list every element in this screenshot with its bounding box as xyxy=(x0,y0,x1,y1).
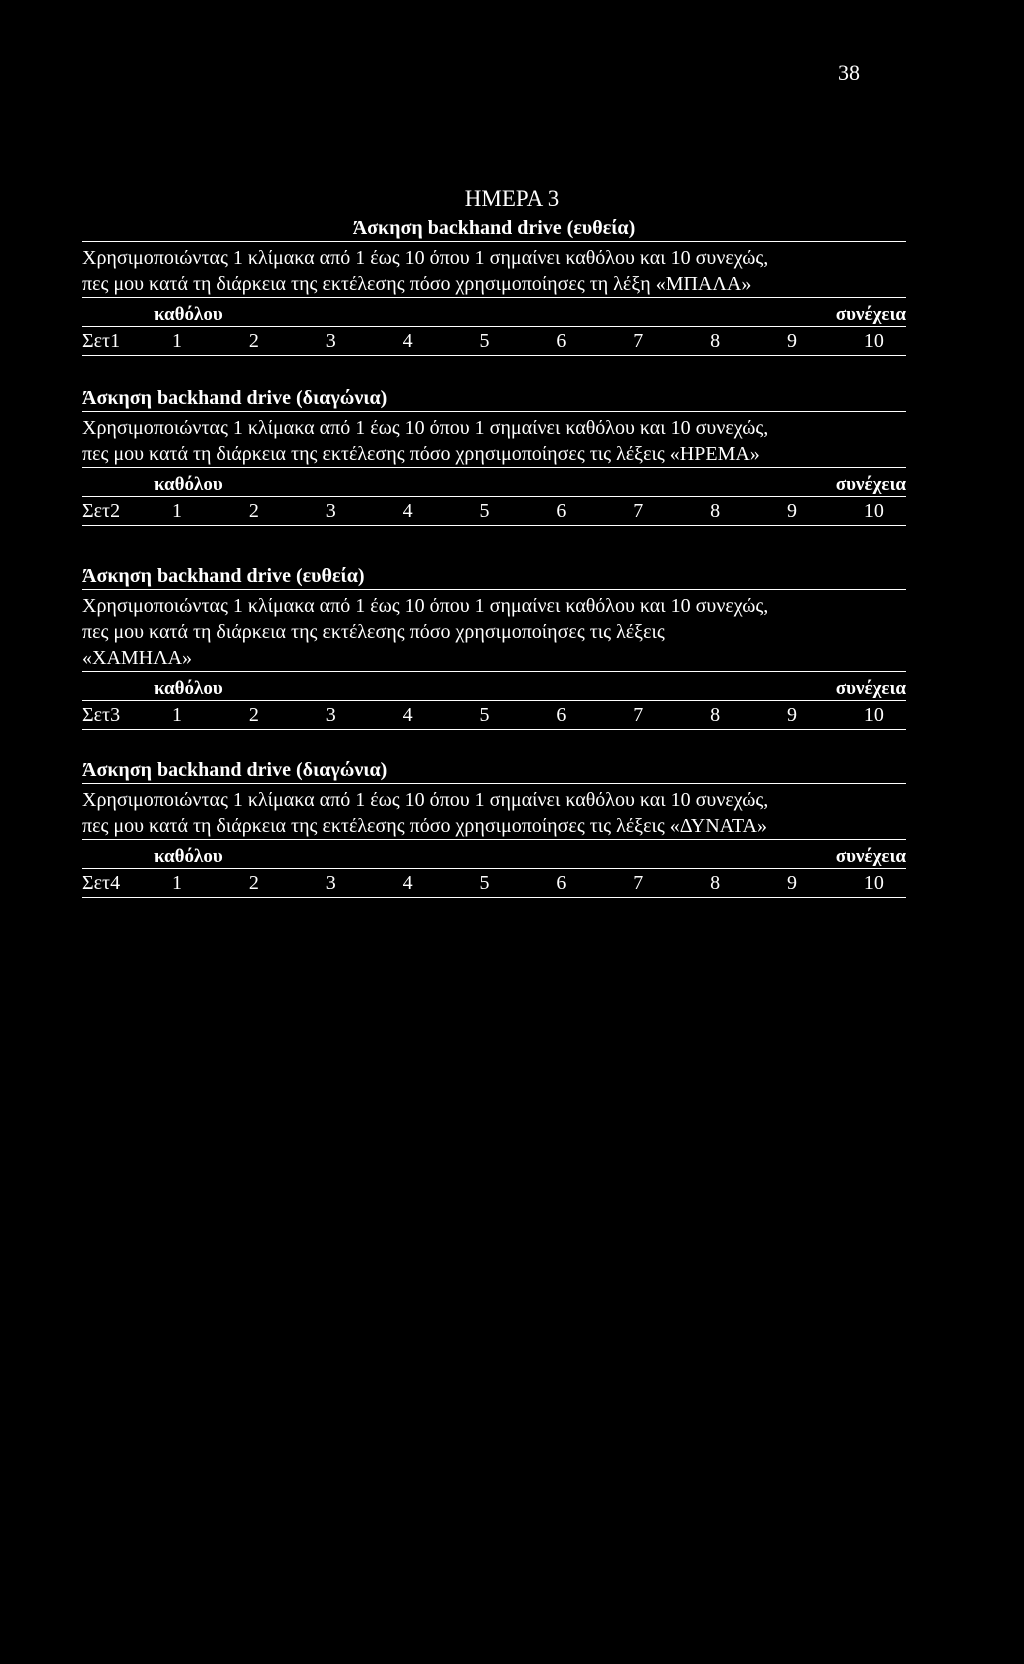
exercise-section-2 xyxy=(82,386,906,526)
scale-option-6[interactable]: 6 xyxy=(556,500,567,522)
set-label: Σετ3 xyxy=(82,704,121,726)
scale-labels xyxy=(82,846,906,869)
scale-option-1[interactable]: 1 xyxy=(172,500,182,522)
exercise-heading: Άσκηση backhand drive (ευθεία) xyxy=(82,216,906,242)
scale-option-2[interactable]: 2 xyxy=(248,872,259,894)
scale-option-2[interactable]: 2 xyxy=(248,704,259,726)
scale-option-10[interactable]: 10 xyxy=(863,704,884,726)
set-label: Σετ1 xyxy=(82,330,121,352)
rating-scale-row xyxy=(82,869,906,898)
scale-option-3[interactable]: 3 xyxy=(325,500,336,522)
instruction-line: Χρησιμοποιώντας 1 κλίμακα από 1 έως 10 όπου 1 σημαίνει καθόλου και 10 συνεχώς, xyxy=(82,417,769,439)
instruction-line: Χρησιμοποιώντας 1 κλίμακα από 1 έως 10 όπου 1 σημαίνει καθόλου και 10 συνεχώς, xyxy=(82,789,769,811)
scale-option-10[interactable]: 10 xyxy=(863,500,884,522)
instruction-text xyxy=(82,787,906,840)
instruction-text xyxy=(82,245,906,298)
instruction-line: πες μου κατά τη διάρκεια της εκτέλεσης πόσο χρησιμοποίησες τις λέξεις «ΔΥΝΑΤΑ» xyxy=(82,813,906,840)
scale-option-5[interactable]: 5 xyxy=(479,704,490,726)
instruction-text xyxy=(82,415,906,468)
scale-option-4[interactable]: 4 xyxy=(402,330,413,352)
scale-option-4[interactable]: 4 xyxy=(402,500,413,522)
rating-scale-row xyxy=(82,327,906,356)
scale-max-label: συνέχεια xyxy=(835,846,906,867)
rating-scale-row xyxy=(82,701,906,730)
scale-option-10[interactable]: 10 xyxy=(863,872,884,894)
exercise-section-4 xyxy=(82,758,906,898)
instruction-line: πες μου κατά τη διάρκεια της εκτέλεσης πόσο χρησιμοποίησες τις λέξεις «ΗΡΕΜΑ» xyxy=(82,441,906,468)
rating-scale-row xyxy=(82,497,906,526)
scale-option-10[interactable]: 10 xyxy=(863,330,884,352)
instruction-line: Χρησιμοποιώντας 1 κλίμακα από 1 έως 10 όπου 1 σημαίνει καθόλου και 10 συνεχώς, xyxy=(82,595,769,617)
scale-min-label: καθόλου xyxy=(154,304,223,325)
exercise-section-1 xyxy=(82,216,906,356)
scale-option-8[interactable]: 8 xyxy=(710,500,721,522)
exercise-heading: Άσκηση backhand drive (διαγώνια) xyxy=(82,386,906,412)
scale-option-2[interactable]: 2 xyxy=(248,330,259,352)
scale-option-5[interactable]: 5 xyxy=(479,872,490,894)
set-label: Σετ4 xyxy=(82,872,121,894)
scale-option-7[interactable]: 7 xyxy=(633,872,644,894)
scale-option-1[interactable]: 1 xyxy=(172,872,182,894)
instruction-line: πες μου κατά τη διάρκεια της εκτέλεσης πόσο χρησιμοποίησες τις λέξεις xyxy=(82,621,665,643)
instruction-text xyxy=(82,593,906,672)
set-label: Σετ2 xyxy=(82,500,121,522)
scale-option-3[interactable]: 3 xyxy=(325,704,336,726)
scale-option-3[interactable]: 3 xyxy=(325,330,336,352)
scale-option-9[interactable]: 9 xyxy=(787,872,797,894)
exercise-section-3 xyxy=(82,564,906,730)
scale-min-label: καθόλου xyxy=(154,846,223,867)
scale-option-9[interactable]: 9 xyxy=(787,330,797,352)
instruction-line: «ΧΑΜΗΛΑ» xyxy=(82,645,906,672)
scale-option-6[interactable]: 6 xyxy=(556,330,567,352)
scale-option-7[interactable]: 7 xyxy=(633,704,644,726)
scale-option-3[interactable]: 3 xyxy=(325,872,336,894)
scale-labels xyxy=(82,304,906,327)
exercise-heading: Άσκηση backhand drive (ευθεία) xyxy=(82,564,906,590)
exercise-heading: Άσκηση backhand drive (διαγώνια) xyxy=(82,758,906,784)
scale-option-6[interactable]: 6 xyxy=(556,872,567,894)
instruction-line: πες μου κατά τη διάρκεια της εκτέλεσης πόσο χρησιμοποίησες τη λέξη «ΜΠΑΛΑ» xyxy=(82,271,906,298)
scale-option-7[interactable]: 7 xyxy=(633,500,644,522)
scale-option-7[interactable]: 7 xyxy=(633,330,644,352)
scale-option-9[interactable]: 9 xyxy=(787,704,797,726)
instruction-line: Χρησιμοποιώντας 1 κλίμακα από 1 έως 10 όπου 1 σημαίνει καθόλου και 10 συνεχώς, xyxy=(82,247,769,269)
page-number: 38 xyxy=(838,60,860,85)
scale-option-2[interactable]: 2 xyxy=(248,500,259,522)
scale-option-8[interactable]: 8 xyxy=(710,704,721,726)
scale-option-5[interactable]: 5 xyxy=(479,330,490,352)
scale-option-9[interactable]: 9 xyxy=(787,500,797,522)
scale-max-label: συνέχεια xyxy=(835,474,906,495)
scale-option-4[interactable]: 4 xyxy=(402,872,413,894)
scale-min-label: καθόλου xyxy=(154,474,223,495)
day-title: ΗΜΕΡΑ 3 xyxy=(464,186,560,211)
scale-labels xyxy=(82,678,906,701)
scale-option-4[interactable]: 4 xyxy=(402,704,413,726)
scale-max-label: συνέχεια xyxy=(835,304,906,325)
scale-option-1[interactable]: 1 xyxy=(172,330,182,352)
scale-max-label: συνέχεια xyxy=(835,678,906,699)
scale-option-1[interactable]: 1 xyxy=(172,704,182,726)
scale-option-8[interactable]: 8 xyxy=(710,330,721,352)
scale-min-label: καθόλου xyxy=(154,678,223,699)
scale-option-6[interactable]: 6 xyxy=(556,704,567,726)
scale-labels xyxy=(82,474,906,497)
scale-option-8[interactable]: 8 xyxy=(710,872,721,894)
scale-option-5[interactable]: 5 xyxy=(479,500,490,522)
